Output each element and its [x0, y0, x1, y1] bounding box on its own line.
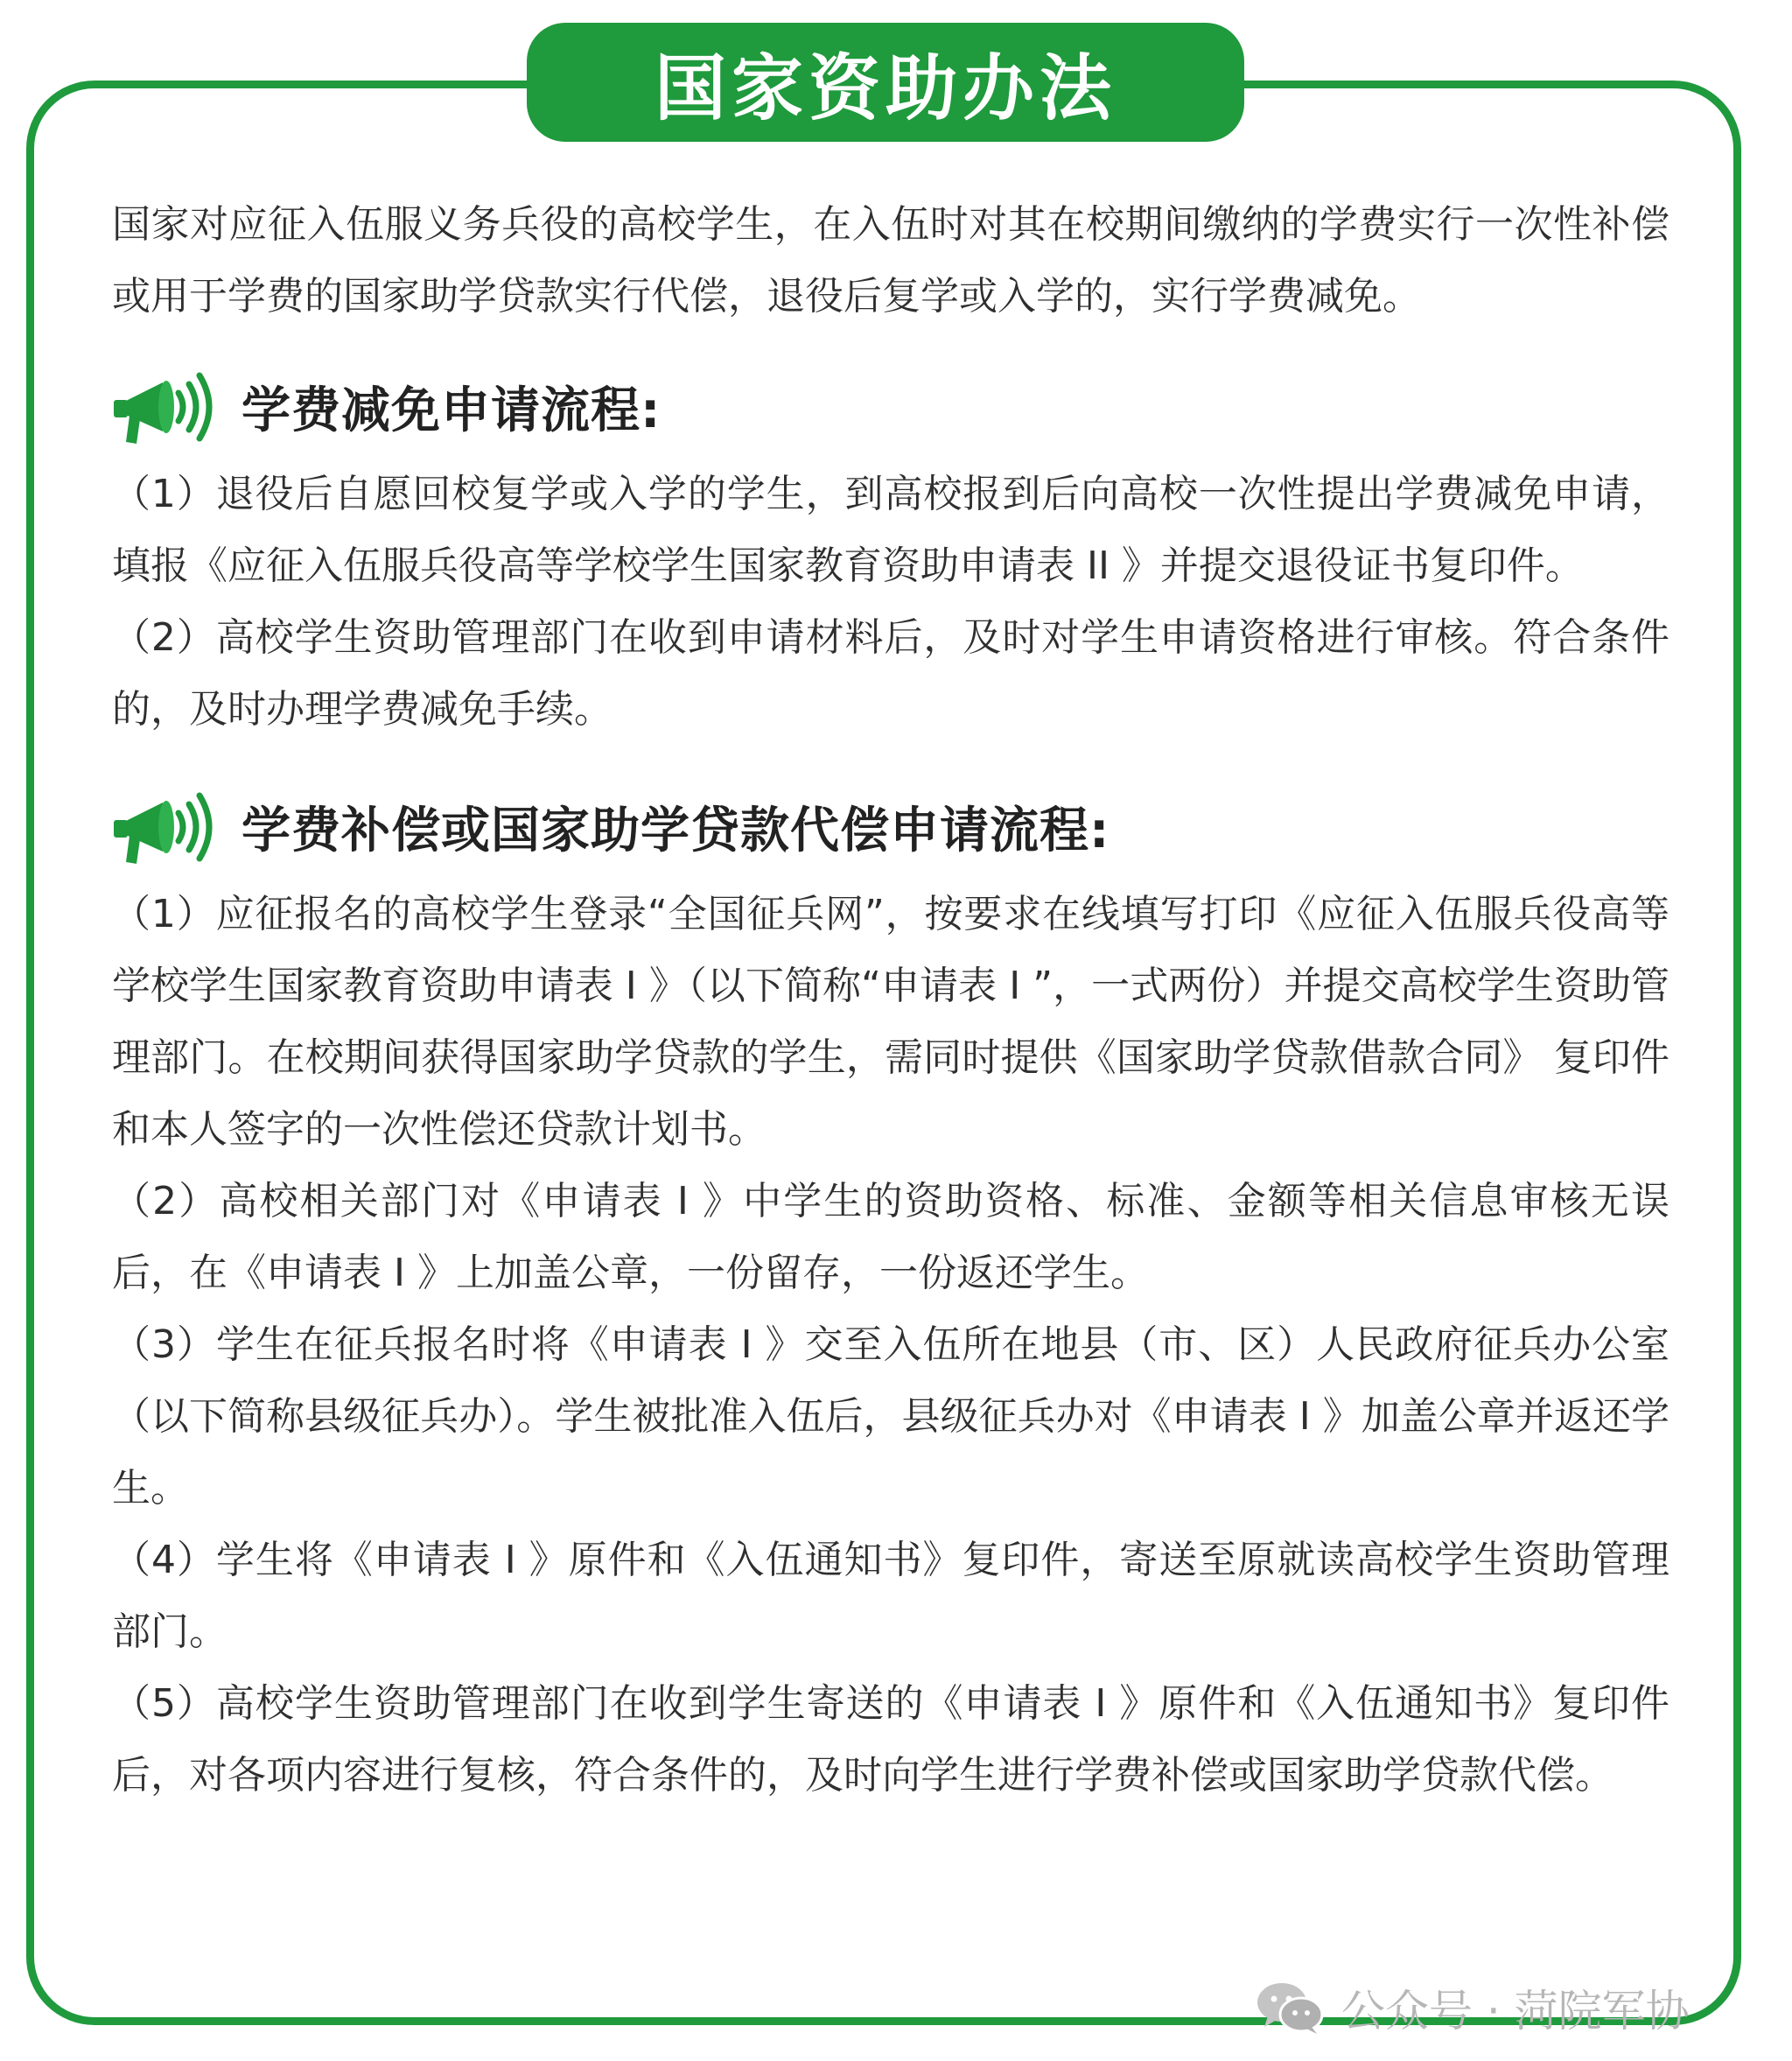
watermark-text: 公众号 · 菏院军协	[1341, 1986, 1690, 2036]
section-heading-tuition-compensation	[112, 779, 1670, 875]
section-heading-text: 学费补偿或国家助学贷款代偿申请流程:	[242, 803, 1110, 859]
intro-paragraph: 国家对应征入伍服义务兵役的高校学生，在入伍时对其在校期间缴纳的学费实行一次性补偿或用于学费的国家助学贷款实行代偿，退役后复学或入学的，实行学费减免。	[112, 202, 1670, 319]
main-content	[112, 189, 1670, 1812]
list-item: （1）退役后自愿回校复学或入学的学生，到高校报到后向高校一次性提出学费减免申请，填报《应征入伍服兵役高等学校学生国家教育资助申请表 II 》并提交退役证书复印件。	[112, 472, 1670, 588]
list-item: （2）高校学生资助管理部门在收到申请材料后，及时对学生申请资格进行审核。符合条件的，及时办理学费减免手续。	[112, 615, 1670, 732]
list-item: （2）高校相关部门对《申请表 I 》中学生的资助资格、标准、金额等相关信息审核无误后，在《申请表 I 》上加盖公章，一份留存，一份返还学生。	[112, 1179, 1670, 1295]
list-item: （3）学生在征兵报名时将《申请表 I 》交至入伍所在地县（市、区）人民政府征兵办公室（以下简称县级征兵办）。学生被批准入伍后，县级征兵办对《申请表 I 》加盖公章并返还学生。	[112, 1322, 1670, 1511]
megaphone-icon	[112, 787, 219, 867]
watermark	[1256, 1976, 1690, 2039]
page-title: 国家资助办法	[654, 46, 1116, 130]
wechat-icon	[1256, 1980, 1324, 2036]
section-heading-text: 学费减免申请流程:	[242, 382, 662, 439]
list-item: （4）学生将《申请表 I 》原件和《入伍通知书》复印件，寄送至原就读高校学生资助管理部门。	[112, 1538, 1670, 1654]
title-tab	[527, 23, 1244, 142]
list-item: （1）应征报名的高校学生登录“全国征兵网”，按要求在线填写打印《应征入伍服兵役高等学校学生国家教育资助申请表 I 》（以下简称“申请表 I ”，一式两份）并提交高校学生资助管理部门。在校期间获得国家助学贷款的学生，需同时提供《国家助学贷款借款合同》 复印件和本人签字的一次性偿还贷款计划书。	[112, 892, 1670, 1152]
megaphone-icon	[112, 367, 219, 447]
section-heading-tuition-reduction	[112, 359, 1670, 455]
list-item: （5）高校学生资助管理部门在收到学生寄送的《申请表 I 》原件和《入伍通知书》复印件后，对各项内容进行复核，符合条件的，及时向学生进行学费补偿或国家助学贷款代偿。	[112, 1681, 1670, 1798]
